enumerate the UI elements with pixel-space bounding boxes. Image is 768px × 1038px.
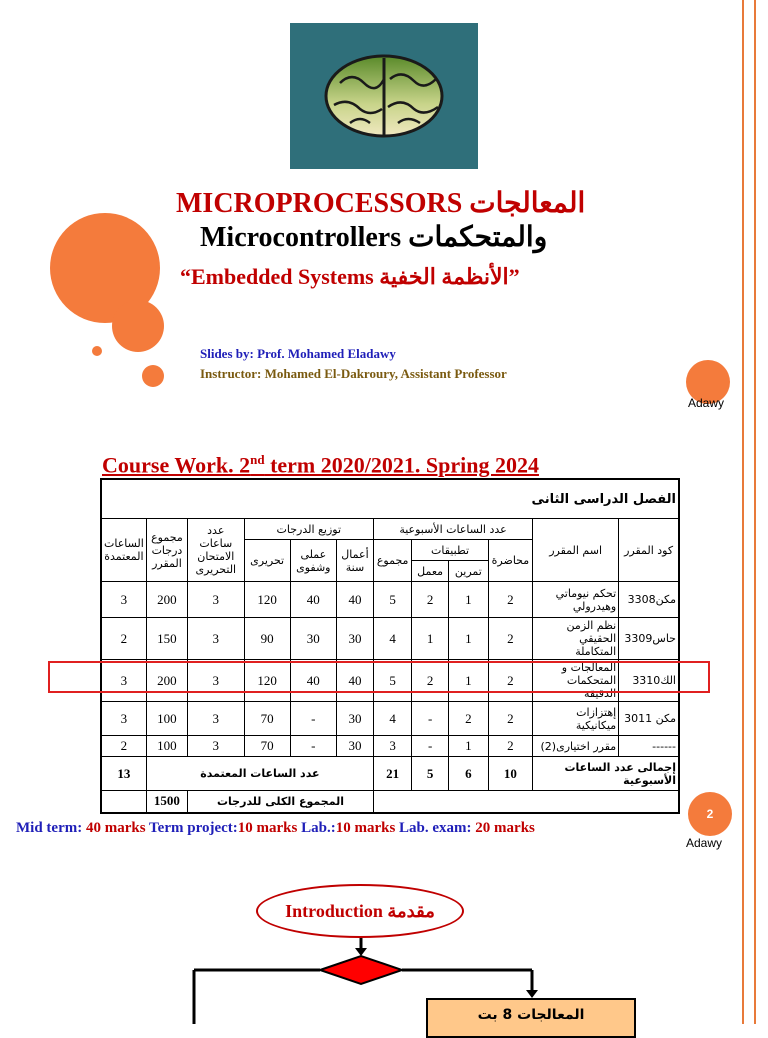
cell-tutorial: 1 — [448, 618, 488, 660]
decor-circle-medium — [112, 300, 164, 352]
cell-year-work: 30 — [336, 702, 373, 736]
cell-lecture: 2 — [488, 618, 532, 660]
cell-course-name: مقرر اختيارى(2) — [533, 736, 619, 757]
totals-row — [101, 757, 679, 791]
cell-lab: 1 — [412, 618, 449, 660]
hdr-course-code: كود المقرر — [619, 519, 679, 582]
cell-year-work: 30 — [336, 618, 373, 660]
title-line-1: MICROPROCESSORS المعالجات — [176, 188, 586, 219]
cell-exam-hours: 3 — [188, 582, 245, 618]
cell-exam-hours: 3 — [188, 618, 245, 660]
lab-exam-label: Lab. exam: — [395, 820, 476, 836]
cell-marks: 200 — [146, 582, 187, 618]
mid-term-label: Mid term: — [16, 820, 86, 836]
cell-lecture: 2 — [488, 736, 532, 757]
hdr-total: مجموع — [374, 540, 412, 582]
table-row — [101, 618, 679, 660]
cell-exam-hours: 3 — [188, 660, 245, 702]
footer-adawy-1: Adawy — [688, 396, 725, 410]
processor-box — [426, 998, 636, 1038]
slide-edge-line-left — [742, 0, 744, 1024]
lab-exam-value: 20 marks — [475, 820, 535, 836]
grand-total-label: المجموع الكلى للدرجات — [188, 791, 374, 813]
footer-adawy-2: Adawy — [686, 836, 723, 850]
instructor-credit: Instructor: Mohamed El-Dakroury, Assistant Professor — [200, 366, 507, 381]
intro-label: Introduction مقدمة — [285, 900, 435, 921]
brain-logo — [290, 23, 478, 169]
course-work-title-suffix: term 2020/2021. Spring 2024 — [264, 452, 539, 478]
cell-practical: 30 — [290, 618, 336, 660]
slide-edge-line-right — [754, 0, 756, 1024]
table-row — [101, 702, 679, 736]
hdr-lab: معمل — [412, 561, 449, 582]
cell-lab: - — [412, 736, 449, 757]
hdr-course-name: اسم المقرر — [533, 519, 619, 582]
table-row — [101, 582, 679, 618]
lab-value: 10 marks — [335, 820, 396, 836]
slide-divider — [0, 432, 740, 435]
cell-course-name: نظم الزمن الحقيقي المتكاملة — [533, 618, 619, 660]
cell-practical: - — [290, 702, 336, 736]
hdr-grade-dist: توزيع الدرجات — [244, 519, 373, 540]
cell-practical: 40 — [290, 582, 336, 618]
cell-written: 70 — [244, 736, 290, 757]
cell-lab: 2 — [412, 582, 449, 618]
cell-total: 3 — [374, 736, 412, 757]
cell-exam-hours: 3 — [188, 736, 245, 757]
cell-written: 120 — [244, 582, 290, 618]
slides-by-credit: Slides by: Prof. Mohamed Eladawy — [200, 346, 396, 361]
cell-lab: - — [412, 702, 449, 736]
hdr-credit-hours: الساعات المعتمدة — [101, 519, 146, 582]
grand-empty-cell — [101, 791, 146, 813]
cell-course-code: حاس3309 — [619, 618, 679, 660]
cell-course-code: مكن 3011 — [619, 702, 679, 736]
course-work-title — [102, 452, 539, 478]
cell-year-work: 40 — [336, 582, 373, 618]
title-line-3: “Embedded Systems الأنظمة الخفية” — [180, 264, 520, 289]
cell-tutorial: 1 — [448, 660, 488, 702]
hdr-tutorial: تمرين — [448, 561, 488, 582]
brain-icon — [290, 23, 478, 169]
total-lab: 5 — [412, 757, 449, 791]
cell-credit: 3 — [101, 660, 146, 702]
hdr-applications: تطبيقات — [412, 540, 488, 561]
cell-lab: 2 — [412, 660, 449, 702]
total-credit-label: عدد الساعات المعتمدة — [146, 757, 373, 791]
total-credit: 13 — [101, 757, 146, 791]
cell-marks: 100 — [146, 736, 187, 757]
hdr-written: تحريرى — [244, 540, 290, 582]
grand-total-value: 1500 — [146, 791, 187, 813]
course-work-title-sup: nd — [250, 452, 265, 467]
cell-course-code: ------ — [619, 736, 679, 757]
lab-label: Lab.: — [297, 820, 336, 836]
mid-term-value: 40 marks — [85, 820, 146, 836]
cell-marks: 200 — [146, 660, 187, 702]
cell-year-work: 40 — [336, 660, 373, 702]
cell-course-code: الك3310 — [619, 660, 679, 702]
table-row — [101, 736, 679, 757]
page-number: 2 — [706, 807, 714, 821]
total-lecture: 10 — [488, 757, 532, 791]
hdr-weekly-hours: عدد الساعات الأسبوعية — [374, 519, 533, 540]
intro-ellipse — [256, 884, 464, 938]
decision-diamond — [320, 956, 402, 984]
cell-total: 4 — [374, 618, 412, 660]
cell-total: 4 — [374, 702, 412, 736]
cell-tutorial: 2 — [448, 702, 488, 736]
semester-header: الفصل الدراسى الثانى — [101, 479, 679, 519]
cell-lecture: 2 — [488, 660, 532, 702]
flow-arrowhead-right — [526, 990, 538, 998]
grand-total-row — [101, 791, 679, 813]
course-table — [100, 478, 680, 814]
cell-credit: 3 — [101, 702, 146, 736]
total-tutorial: 6 — [448, 757, 488, 791]
cell-lecture: 2 — [488, 702, 532, 736]
hdr-total-marks: مجموع درجات المقرر — [146, 519, 187, 582]
cell-credit: 3 — [101, 582, 146, 618]
processor-box-label: المعالجات 8 بت — [477, 1007, 585, 1023]
cell-written: 70 — [244, 702, 290, 736]
hdr-lecture: محاضرة — [488, 540, 532, 582]
cell-written: 90 — [244, 618, 290, 660]
cell-total: 5 — [374, 582, 412, 618]
marks-line — [16, 820, 535, 837]
cell-course-name: المعالجات و المتحكمات الدقيقة — [533, 660, 619, 702]
term-project-value: 10 marks — [237, 820, 298, 836]
highlight-box — [48, 661, 710, 693]
total-hours: 21 — [374, 757, 412, 791]
hdr-exam-hours: عدد ساعات الامتحان التحريرى — [188, 519, 245, 582]
cell-written: 120 — [244, 660, 290, 702]
cell-tutorial: 1 — [448, 582, 488, 618]
page-number-circle — [688, 792, 732, 836]
hdr-year-work: أعمال سنة — [336, 540, 373, 582]
grand-empty-right — [374, 791, 680, 813]
cell-course-code: مكن3308 — [619, 582, 679, 618]
cell-practical: - — [290, 736, 336, 757]
term-project-label: Term project: — [145, 820, 238, 836]
cell-tutorial: 1 — [448, 736, 488, 757]
cell-credit: 2 — [101, 618, 146, 660]
title-line-2: Microcontrollers والمتحكمات — [200, 222, 548, 253]
cell-course-name: تحكم نيوماتي وهيدرولي — [533, 582, 619, 618]
total-weekly-label: إجمالى عدد الساعات الأسبوعية — [533, 757, 679, 791]
cell-practical: 40 — [290, 660, 336, 702]
decor-circle-small — [142, 365, 164, 387]
cell-credit: 2 — [101, 736, 146, 757]
cell-marks: 100 — [146, 702, 187, 736]
course-work-title-prefix: Course Work. 2 — [102, 452, 251, 478]
flow-arrowhead — [355, 948, 367, 956]
cell-lecture: 2 — [488, 582, 532, 618]
decor-circle-tiny — [92, 346, 102, 356]
cell-year-work: 30 — [336, 736, 373, 757]
hdr-practical-oral: عملى وشفوى — [290, 540, 336, 582]
cell-course-name: إهتزازات ميكانيكية — [533, 702, 619, 736]
cell-marks: 150 — [146, 618, 187, 660]
cell-exam-hours: 3 — [188, 702, 245, 736]
cell-total: 5 — [374, 660, 412, 702]
